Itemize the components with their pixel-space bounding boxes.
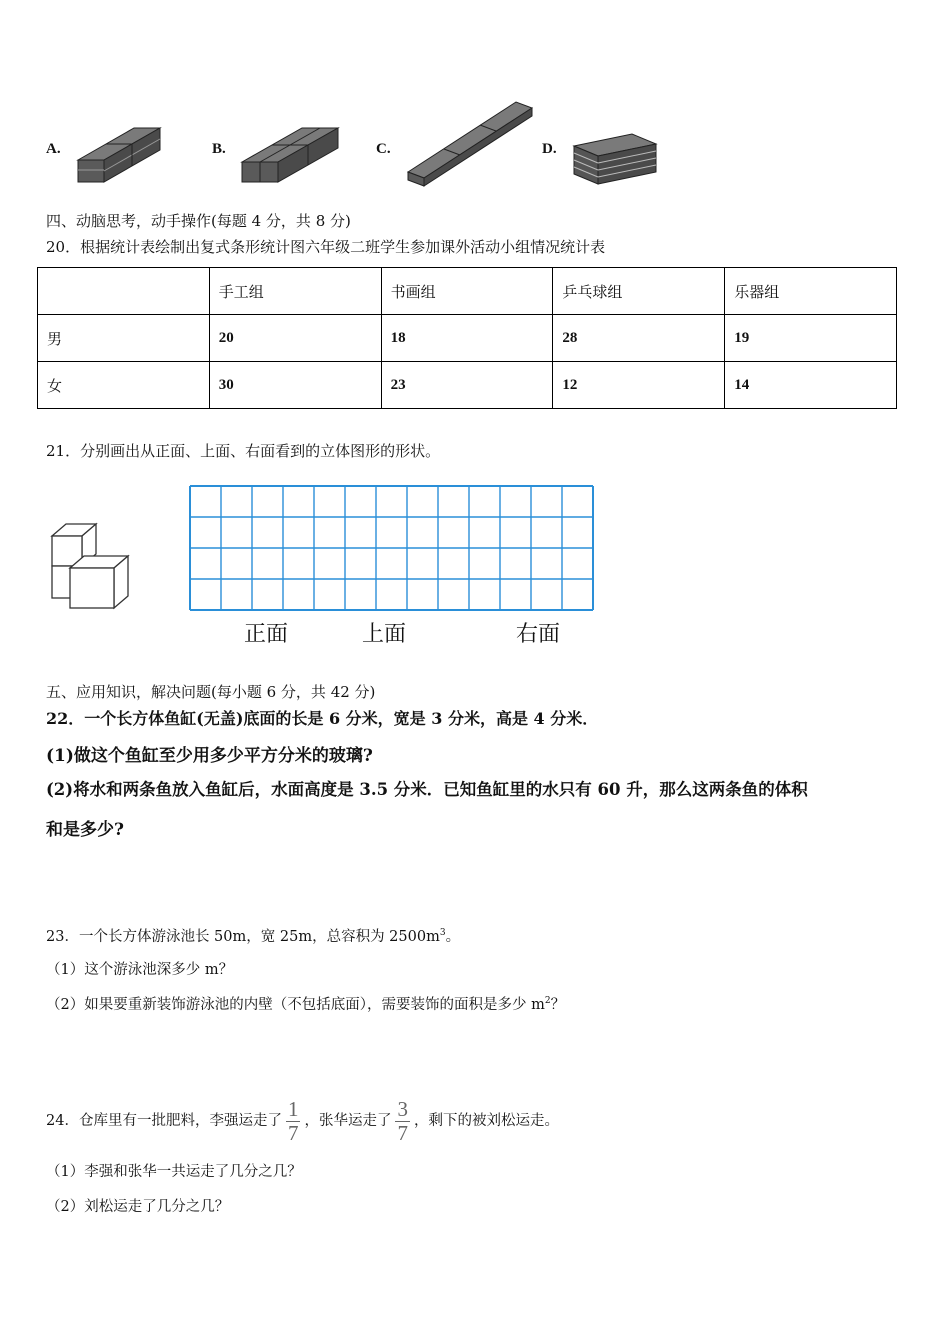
q24-part3: ，剩下的被刘松运走。 — [413, 1113, 559, 1129]
q21-text: 21．分别画出从正面、上面、右面看到的立体图形的形状。 — [46, 442, 441, 460]
cube-stack-figure — [48, 520, 132, 614]
q22-line4: 和是多少? — [46, 820, 124, 840]
option-a-label: A. — [46, 141, 61, 157]
q23-line3-end: ？ — [550, 997, 566, 1013]
q24-line3: （2）刘松运走了几分之几？ — [46, 1199, 230, 1215]
table-cell: 12 — [553, 362, 725, 409]
table-header-cell: 书画组 — [381, 268, 553, 315]
option-c-label: C. — [376, 141, 391, 157]
table-cell: 23 — [381, 362, 553, 409]
section5-heading: 五、应用知识，解决问题(每小题 6 分，共 42 分) — [46, 683, 376, 701]
q23-line1-sup: 3 — [439, 928, 446, 939]
table-row — [38, 315, 897, 362]
fraction-3-7 — [395, 1096, 410, 1145]
fraction-numerator: 3 — [397, 1096, 408, 1121]
table-cell: 14 — [725, 362, 897, 409]
q23-line3 — [46, 993, 565, 1014]
fraction-denominator: 7 — [397, 1120, 408, 1145]
row-label: 女 — [38, 362, 210, 409]
grid-label-front: 正面 — [244, 622, 289, 647]
q23-line3-text: （2）如果要重新装饰游泳池的内壁（不包括底面），需要装饰的面积是多少 m — [46, 997, 545, 1013]
table-header-cell — [38, 268, 210, 315]
q23-line3-sup: 2 — [544, 996, 551, 1007]
table-cell: 28 — [553, 315, 725, 362]
row-label: 男 — [38, 315, 210, 362]
grid-label-top: 上面 — [362, 622, 407, 647]
q22-line3: (2)将水和两条鱼放入鱼缸后，水面高度是 3.5 分米．已知鱼缸里的水只有 60 升，那么这两条鱼的体积 — [46, 780, 808, 799]
grid-label-right: 右面 — [516, 622, 561, 647]
section4-heading: 四、动脑思考，动手操作(每题 4 分，共 8 分) — [46, 212, 351, 230]
table-header-row — [38, 268, 897, 315]
table-cell: 20 — [209, 315, 381, 362]
stats-table — [37, 267, 897, 409]
table-cell: 18 — [381, 315, 553, 362]
option-b-figure — [238, 122, 342, 190]
q24-line2: （1）李强和张华一共运走了几分之几？ — [46, 1164, 302, 1180]
q22-line2: (1)做这个鱼缸至少用多少平方分米的玻璃? — [46, 746, 373, 766]
table-cell: 19 — [725, 315, 897, 362]
answer-grid — [188, 484, 594, 614]
fraction-1-7 — [286, 1096, 301, 1145]
option-d-label: D. — [542, 141, 557, 157]
fraction-numerator: 1 — [287, 1096, 299, 1121]
table-row — [38, 362, 897, 409]
table-header-cell: 手工组 — [209, 268, 381, 315]
option-b-label: B. — [212, 141, 226, 157]
option-d-figure — [568, 128, 662, 188]
option-c-figure — [404, 98, 538, 190]
q24-line1 — [46, 1096, 559, 1146]
fraction-denominator: 7 — [287, 1120, 299, 1145]
q24-part1: 24．仓库里有一批肥料，李强运走了 — [46, 1113, 282, 1129]
table-cell: 30 — [209, 362, 381, 409]
table-header-cell: 乐器组 — [725, 268, 897, 315]
q23-line2: （1）这个游泳池深多少 m？ — [46, 962, 234, 978]
table-header-cell: 乒乓球组 — [553, 268, 725, 315]
q23-line1-end: 。 — [445, 929, 461, 945]
q22-line1: 22．一个长方体鱼缸(无盖)底面的长是 6 分米，宽是 3 分米，高是 4 分米． — [46, 709, 599, 728]
q24-part2: ，张华运走了 — [304, 1113, 392, 1129]
q23-line1 — [46, 925, 460, 946]
option-a-figure — [74, 122, 166, 190]
q20-text: 20．根据统计表绘制出复式条形统计图六年级二班学生参加课外活动小组情况统计表 — [46, 238, 606, 256]
q23-line1-text: 23．一个长方体游泳池长 50m，宽 25m，总容积为 2500m — [46, 929, 440, 945]
